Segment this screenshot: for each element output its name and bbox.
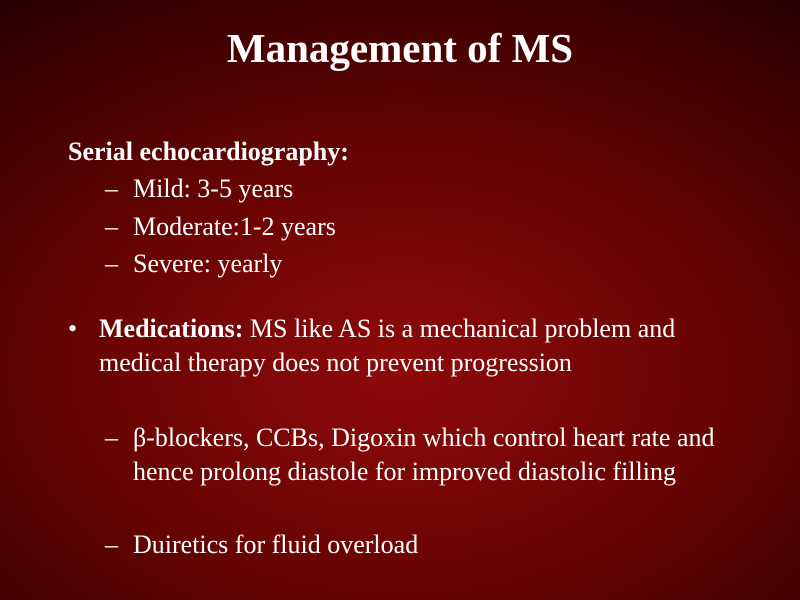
medications-paragraph <box>99 312 689 380</box>
medication-item-diuretics: Duiretics for fluid overload <box>133 530 419 559</box>
medications-text: MS like AS is a mechanical problem and medical therapy does not prevent progression <box>99 314 676 377</box>
echo-item-moderate: Moderate:1-2 years <box>133 212 336 241</box>
medication-item-rate-control: β-blockers, CCBs, Digoxin which control heart rate and hence prolong diastole for improved diastolic filling <box>133 423 715 486</box>
slide-title: Management of MS <box>226 25 574 71</box>
medications-label: Medications: <box>99 314 244 343</box>
echo-item-dash: – <box>105 249 118 278</box>
medication-item-dash: – <box>105 423 118 452</box>
echo-heading: Serial echocardiography: <box>68 137 349 166</box>
echo-item-dash: – <box>105 174 118 203</box>
echo-item-severe: Severe: yearly <box>133 249 283 278</box>
medication-item-dash: – <box>105 530 118 559</box>
medications-bullet: • <box>68 314 78 343</box>
echo-item-dash: – <box>105 212 118 241</box>
echo-item-mild: Mild: 3-5 years <box>133 174 294 203</box>
